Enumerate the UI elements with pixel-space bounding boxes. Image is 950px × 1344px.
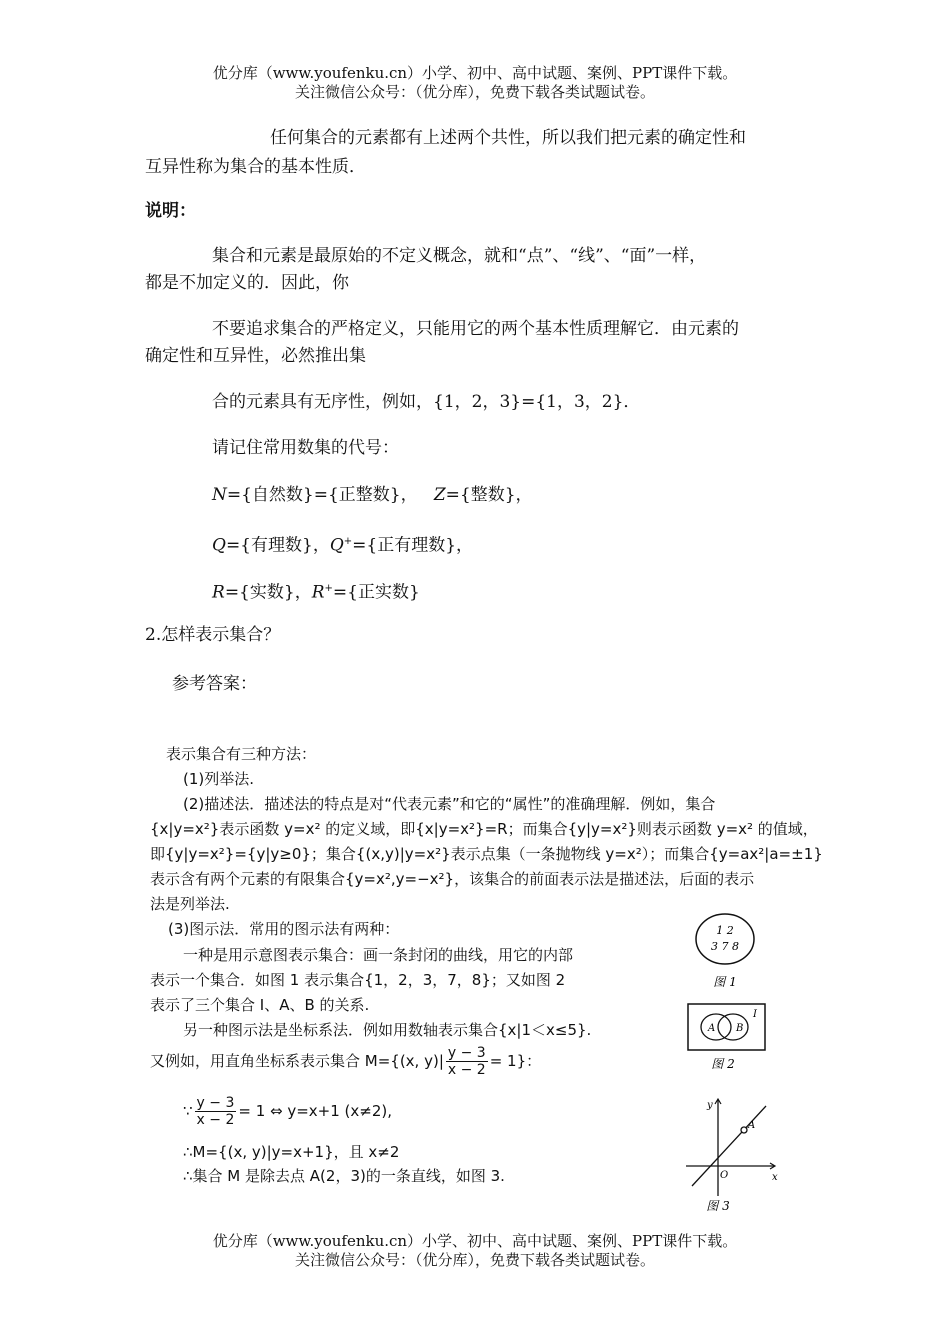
number-set-n-z: N={自然数}={正整数}， Z={整数}， [212,485,533,505]
scan-line-8: (3)图示法．常用的图示法有两种： [168,920,400,938]
figure-3-caption: 图 3 [706,1199,730,1213]
symbol-q-plus: Q [329,535,344,556]
symbol-r-plus: R [311,582,325,603]
number-set-q: Q={有理数}，Q+={正有理数}， [212,535,474,556]
scan-line-15: ∴M={(x, y)|y=x+1}，且 x≠2 [183,1143,400,1161]
paragraph-4: 合的元素具有无序性，例如，{1，2，3}={1，3，2}． [212,392,641,412]
scan-line-16: ∴集合 M 是除去点 A(2，3)的一条直线，如图 3. [183,1167,505,1185]
figure-3-graph [682,1094,782,1216]
scan-line-7: 法是列举法. [150,895,230,913]
figure-1-circle [696,914,754,964]
figure-3-label-x: x [772,1172,778,1183]
symbol-r: R [212,582,225,603]
symbol-q: Q [212,535,226,556]
scan-line-1: 表示集合有三种方法： [166,745,317,763]
scan-line-3: (2)描述法．描述法的特点是对“代表元素”和它的“属性”的准确理解．例如，集合 [183,795,716,813]
question-2: 2.怎样表示集合？ [145,625,281,645]
figure-3-label-a: A [748,1120,756,1131]
fraction-equation: $\frac{y - 3}{x - 2}$ [196,1095,235,1128]
paragraph-2-line-1: 集合和元素是最原始的不定义概念，就和“点”、“线”、“面”一样， [212,246,707,266]
figure-2-circle-b [718,1014,748,1040]
figure-1-venn [690,912,760,992]
scan-line-2: (1)列举法. [183,770,255,788]
note-title: 说明： [145,201,196,221]
header-line-1: 优分库（www.youfenku.cn）小学、初中、高中试题、案例、PPT课件下载。 [212,64,738,82]
paragraph-1-line-1: 任何集合的元素都有上述两个共性，所以我们把元素的确定性和 [270,128,746,148]
scan-line-6: 表示含有两个元素的有限集合{y=x²,y=−x²}，该集合的前面表示法是描述法，后面的表示 [150,870,755,888]
figure-2-label-b: B [736,1023,744,1034]
figure-2-label-a: A [708,1023,716,1034]
header-line-2: 关注微信公众号：（优分库），免费下载各类试题试卷。 [294,83,655,101]
reference-answer-label: 参考答案： [172,674,257,694]
scan-line-12: 另一种图示法是坐标系法．例如用数轴表示集合{x|1＜x≤5}. [183,1021,592,1039]
figure-2-venn [685,1000,770,1076]
figure-3-label-y: y [707,1100,713,1111]
scan-line-10: 表示一个集合．如图 1 表示集合{1，2，3，7，8}；又如图 2 [150,971,566,989]
paragraph-3-line-2: 确定性和互异性，必然推出集 [145,346,366,366]
figure-3-point-a [741,1127,747,1133]
footer-line-1: 优分库（www.youfenku.cn）小学、初中、高中试题、案例、PPT课件下载。 [212,1232,738,1250]
scan-line-11: 表示了三个集合 I、A、B 的关系. [150,996,370,1014]
scan-line-9: 一种是用示意图表示集合：画一条封闭的曲线，用它的内部 [183,946,574,964]
footer-line-2: 关注微信公众号：（优分库），免费下载各类试题试卷。 [294,1251,655,1269]
scan-line-5: 即{y|y=x²}={y|y≥0}；集合{(x,y)|y=x²}表示点集（一条抛物线 y=x²）；而集合{y=ax²|a=±1} [150,845,823,863]
symbol-n: N [212,485,227,505]
paragraph-5: 请记住常用数集的代号： [212,438,399,458]
figure-3-label-o: O [720,1170,729,1181]
figure-1-row-2: 3 7 8 [711,940,739,953]
fraction-m: $\frac{y - 3}{x - 2}$ [447,1045,486,1078]
paragraph-1-line-2: 互异性称为集合的基本性质． [145,157,366,177]
scan-line-13: 又例如，用直角坐标系表示集合 M={(x, y)| $\frac{y - 3}{x - 2}$ = 1}： [150,1045,542,1078]
figure-1-caption: 图 1 [713,975,737,989]
number-set-r: R={实数}，R+={正实数} [212,582,420,603]
figure-2-label-i: I [753,1009,757,1020]
symbol-z: Z [433,485,446,505]
paragraph-2-line-2: 都是不加定义的．因此，你 [145,273,349,293]
figure-1-row-1: 1 2 [716,924,734,937]
figure-3-line [692,1106,766,1186]
scan-line-4: {x|y=x²}表示函数 y=x² 的定义域，即{x|y=x²}=R；而集合{y|y=x²}则表示函数 y=x² 的值域， [150,820,818,838]
scan-line-14: ∵ $\frac{y - 3}{x - 2}$ = 1 ⇔ y=x+1 (x≠2), [183,1095,393,1128]
figure-2-caption: 图 2 [711,1057,735,1071]
paragraph-3-line-1: 不要追求集合的严格定义，只能用它的两个基本性质理解它．由元素的 [212,319,739,339]
figure-2-circle-a [701,1014,731,1040]
